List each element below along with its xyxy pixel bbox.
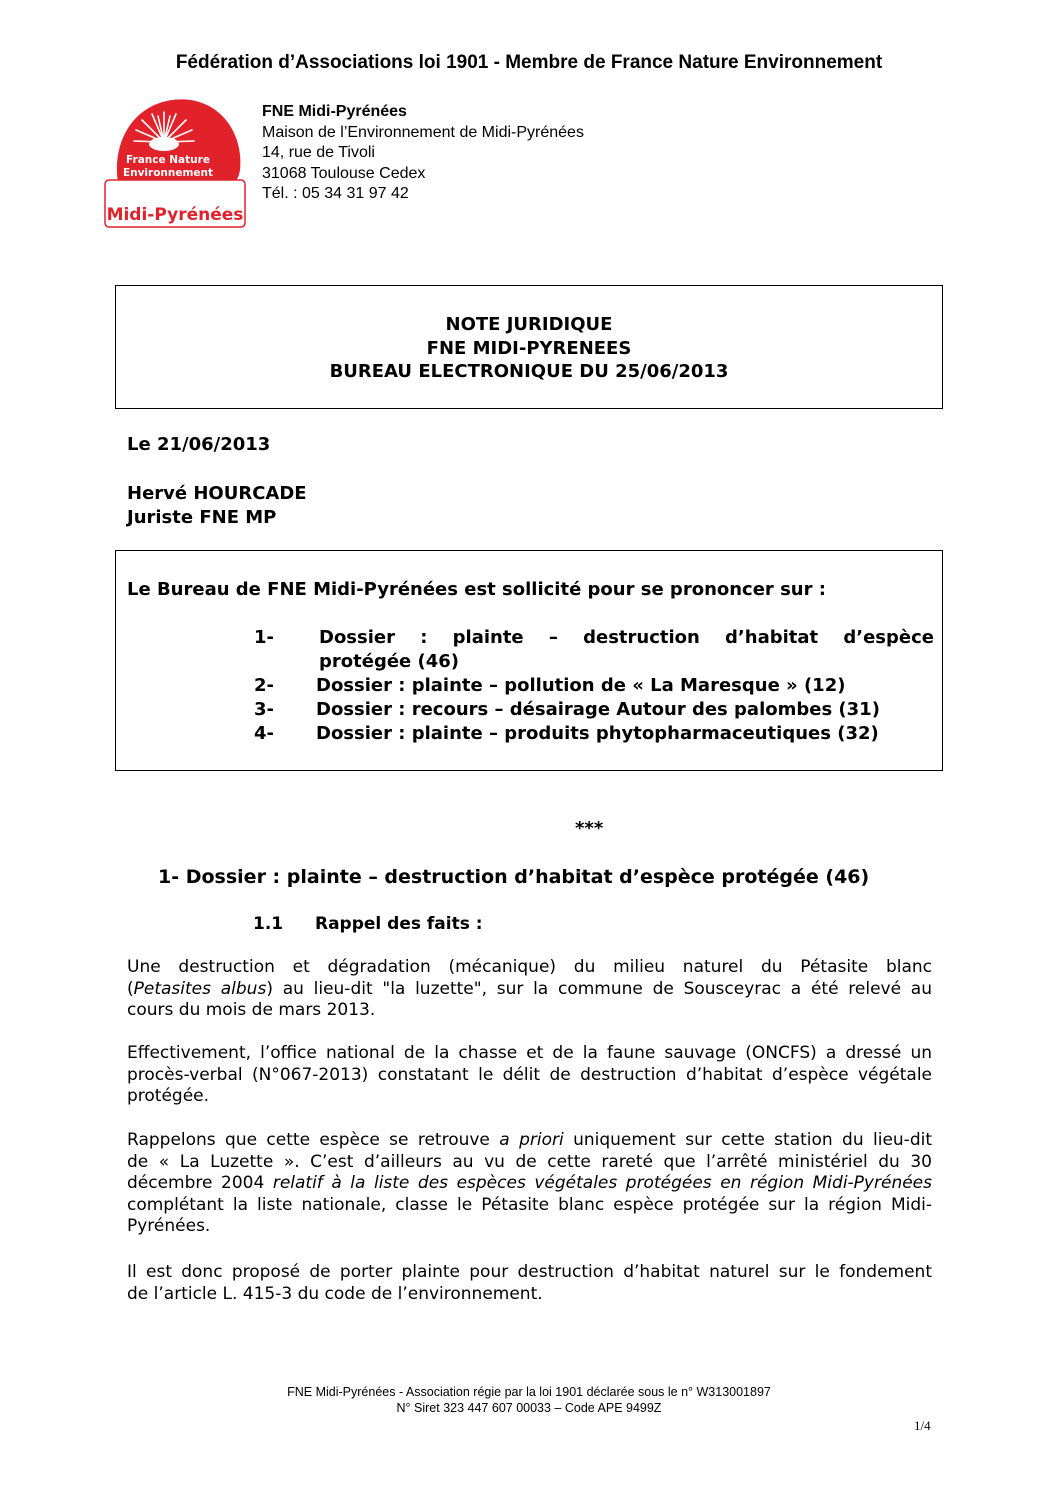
- paragraph-line: procès-verbal (N°067-2013) constatant le délit de destruction d’habitat d’espèce végétale: [127, 1064, 932, 1085]
- agenda-item-text: Dossier : recours – désairage Autour des palombes (31): [316, 699, 880, 720]
- paragraph-line: cours du mois de mars 2013.: [127, 1000, 376, 1021]
- agenda-item-number: 3-: [254, 699, 274, 720]
- phone: Tél. : 05 34 31 97 42: [262, 185, 409, 203]
- paragraph-line: Pyrénées.: [127, 1216, 211, 1237]
- agenda-item-number: 4-: [254, 723, 274, 744]
- agenda-item-text: Dossier : plainte – produits phytopharmaceutiques (32): [316, 723, 879, 744]
- author-name: Hervé HOURCADE: [127, 483, 307, 504]
- paragraph: [127, 1130, 932, 1238]
- page-number: 1/4: [914, 1418, 931, 1433]
- paragraph-line: de « La Luzette ». C’est d’ailleurs au vu de cette rareté que l’arrêté ministériel du 30: [127, 1151, 932, 1172]
- paragraph-line: protégée.: [127, 1086, 210, 1107]
- agenda-item-number: 1-: [254, 627, 274, 648]
- bureau-intro: Le Bureau de FNE Midi-Pyrénées est sollicité pour se prononcer sur :: [127, 579, 826, 600]
- species-name: Petasites albus: [133, 978, 267, 999]
- page-footer: [0, 1384, 1058, 1416]
- logo-region: Midi-Pyrénées: [106, 205, 244, 225]
- agenda-item-text: Dossier : plainte – pollution de « La Maresque » (12): [316, 675, 846, 696]
- bureau-agenda-box: [115, 550, 943, 771]
- address-block: [262, 102, 584, 205]
- org-name: FNE Midi-Pyrénées: [262, 103, 407, 120]
- subsection-heading: [253, 914, 483, 934]
- fne-logo-graphic: [104, 96, 248, 230]
- note-title-box: [115, 285, 943, 409]
- fne-logo: [104, 96, 248, 230]
- paragraph: [127, 957, 932, 1022]
- note-title: NOTE JURIDIQUE: [445, 314, 613, 335]
- paragraph-line: Rappelons que cette espèce se retrouve a priori uniquement sur cette station du lieu-dit: [127, 1130, 932, 1150]
- address-line: 31068 Toulouse Cedex: [262, 164, 426, 182]
- footer-association: FNE Midi-Pyrénées - Association régie par la loi 1901 déclarée sous le n° W313001897: [287, 1385, 771, 1399]
- author-role: Juriste FNE MP: [127, 506, 277, 528]
- paragraph-line: Il est donc proposé de porter plainte pour destruction d’habitat naturel sur le fondement: [127, 1262, 932, 1282]
- subsection-label: Rappel des faits :: [315, 914, 483, 934]
- logo-line2: Environnement: [122, 167, 214, 179]
- agenda-item-text: Dossier : plainte – destruction d’habitat d’espèce: [319, 627, 934, 648]
- author-block: [127, 482, 307, 529]
- paragraph-line: de l’article L. 415-3 du code de l’environnement.: [127, 1283, 543, 1304]
- document-date: Le 21/06/2013: [127, 434, 271, 455]
- section-heading: 1- Dossier : plainte – destruction d’habitat d’espèce protégée (46): [158, 866, 870, 888]
- agenda-item-continuation: protégée (46): [319, 651, 460, 672]
- note-org: FNE MIDI-PYRENEES: [426, 337, 632, 359]
- section-separator: ***: [575, 818, 604, 839]
- agenda-item-number: 2-: [254, 675, 274, 696]
- paragraph-line: Effectivement, l’office national de la chasse et de la faune sauvage (ONCFS) a dressé un: [127, 1043, 932, 1063]
- logo-line1: France Nature: [126, 154, 210, 166]
- address-line: 14, rue de Tivoli: [262, 144, 375, 162]
- paragraph-line: (Petasites albus) au lieu-dit "la luzette", sur la commune de Sousceyrac a été relevé au: [127, 978, 932, 999]
- paragraph: [127, 1043, 932, 1108]
- address-line: Maison de l’Environnement de Midi-Pyrénées: [262, 123, 584, 141]
- federation-header: Fédération d’Associations loi 1901 - Membre de France Nature Environnement: [175, 52, 883, 73]
- paragraph-line: décembre 2004 relatif à la liste des espèces végétales protégées en région Midi-Pyrénées: [127, 1173, 932, 1194]
- footer-siret: N° Siret 323 447 607 00033 – Code APE 9499Z: [396, 1401, 662, 1415]
- subsection-number: 1.1: [253, 914, 284, 934]
- paragraph-line: complétant la liste nationale, classe le Pétasite blanc espèce protégée sur la région Midi-: [127, 1194, 932, 1215]
- paragraph-line: Une destruction et dégradation (mécanique) du milieu naturel du Pétasite blanc: [127, 957, 932, 977]
- note-bureau-date: BUREAU ELECTRONIQUE DU 25/06/2013: [329, 361, 729, 382]
- paragraph: [127, 1262, 932, 1305]
